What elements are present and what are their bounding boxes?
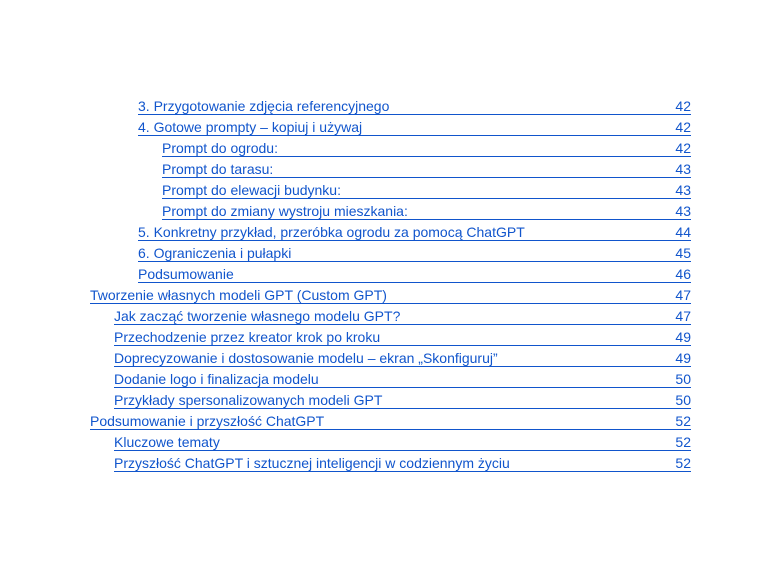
toc-underline bbox=[114, 366, 691, 367]
toc-underline bbox=[114, 387, 691, 388]
toc-entry-title[interactable]: Przykłady spersonalizowanych modeli GPT bbox=[114, 392, 383, 408]
toc-entry[interactable] bbox=[0, 221, 769, 242]
toc-entry-title[interactable]: Kluczowe tematy bbox=[114, 434, 220, 450]
toc-underline bbox=[138, 240, 691, 241]
toc-entry-title[interactable]: Podsumowanie bbox=[138, 266, 234, 282]
toc-entry[interactable] bbox=[0, 200, 769, 221]
toc-entry-title[interactable]: Prompt do elewacji budynku: bbox=[162, 182, 341, 198]
toc-underline bbox=[114, 408, 691, 409]
toc-entry-title[interactable]: Przyszłość ChatGPT i sztucznej inteligencji w codziennym życiu bbox=[114, 455, 510, 471]
toc-underline bbox=[138, 282, 691, 283]
toc-entry[interactable] bbox=[0, 158, 769, 179]
toc-entry-title[interactable]: 4. Gotowe prompty – kopiuj i używaj bbox=[138, 119, 363, 135]
toc-entry[interactable] bbox=[0, 95, 769, 116]
toc-underline bbox=[114, 450, 691, 451]
toc-underline bbox=[162, 219, 691, 220]
toc-entry-page[interactable]: 46 bbox=[675, 266, 691, 282]
toc-entry[interactable] bbox=[0, 179, 769, 200]
toc-entry-page[interactable]: 42 bbox=[675, 119, 691, 135]
toc-entry-title[interactable]: Jak zacząć tworzenie własnego modelu GPT? bbox=[114, 308, 401, 324]
toc-underline bbox=[114, 345, 691, 346]
toc-entry[interactable] bbox=[0, 368, 769, 389]
toc-entry-page[interactable]: 43 bbox=[675, 161, 691, 177]
toc-underline bbox=[114, 471, 691, 472]
toc-underline bbox=[162, 156, 691, 157]
toc-underline bbox=[162, 177, 691, 178]
toc-entry[interactable] bbox=[0, 263, 769, 284]
toc-underline bbox=[162, 198, 691, 199]
toc-entry-title[interactable]: 3. Przygotowanie zdjęcia referencyjnego bbox=[138, 98, 390, 114]
toc-entry[interactable] bbox=[0, 410, 769, 431]
toc-entry-title[interactable]: Doprecyzowanie i dostosowanie modelu – ekran „Skonfiguruj” bbox=[114, 350, 498, 366]
toc-entry-page[interactable]: 52 bbox=[675, 434, 691, 450]
toc-entry-page[interactable]: 44 bbox=[675, 224, 691, 240]
toc-entry-page[interactable]: 52 bbox=[675, 455, 691, 471]
toc-entry[interactable] bbox=[0, 116, 769, 137]
toc-entry-title[interactable]: Podsumowanie i przyszłość ChatGPT bbox=[90, 413, 325, 429]
toc-entry[interactable] bbox=[0, 242, 769, 263]
toc-entry-page[interactable]: 49 bbox=[675, 329, 691, 345]
toc-entry-page[interactable]: 43 bbox=[675, 182, 691, 198]
toc-entry-page[interactable]: 49 bbox=[675, 350, 691, 366]
toc-entry[interactable] bbox=[0, 389, 769, 410]
toc-entry-page[interactable]: 42 bbox=[675, 140, 691, 156]
toc-entry-title[interactable]: 6. Ograniczenia i pułapki bbox=[138, 245, 292, 261]
toc-entry-title[interactable]: Prompt do tarasu: bbox=[162, 161, 274, 177]
toc-underline bbox=[90, 429, 691, 430]
toc-entry[interactable] bbox=[0, 347, 769, 368]
toc-entry-title[interactable]: 5. Konkretny przykład, przeróbka ogrodu za pomocą ChatGPT bbox=[138, 224, 525, 240]
toc-entry-page[interactable]: 47 bbox=[675, 287, 691, 303]
toc-underline bbox=[90, 303, 691, 304]
toc-underline bbox=[138, 135, 691, 136]
toc-entry-page[interactable]: 50 bbox=[675, 392, 691, 408]
toc-entry-title[interactable]: Prompt do ogrodu: bbox=[162, 140, 278, 156]
toc-entry-title[interactable]: Prompt do zmiany wystroju mieszkania: bbox=[162, 203, 408, 219]
toc-entry-page[interactable]: 45 bbox=[675, 245, 691, 261]
toc-entry-page[interactable]: 43 bbox=[675, 203, 691, 219]
toc-entry-page[interactable]: 50 bbox=[675, 371, 691, 387]
toc-entry[interactable] bbox=[0, 452, 769, 473]
toc-entry-title[interactable]: Przechodzenie przez kreator krok po kroku bbox=[114, 329, 381, 345]
toc-entry-title[interactable]: Tworzenie własnych modeli GPT (Custom GPT) bbox=[90, 287, 387, 303]
toc-entry[interactable] bbox=[0, 137, 769, 158]
toc-entry-page[interactable]: 52 bbox=[675, 413, 691, 429]
toc-entry[interactable] bbox=[0, 431, 769, 452]
toc-entry-page[interactable]: 42 bbox=[675, 98, 691, 114]
toc-underline bbox=[138, 261, 691, 262]
toc-entry[interactable] bbox=[0, 326, 769, 347]
toc-entry[interactable] bbox=[0, 284, 769, 305]
toc-entry-page[interactable]: 47 bbox=[675, 308, 691, 324]
toc-underline bbox=[138, 114, 691, 115]
toc-entry-title[interactable]: Dodanie logo i finalizacja modelu bbox=[114, 371, 319, 387]
toc-entry[interactable] bbox=[0, 305, 769, 326]
toc-underline bbox=[114, 324, 691, 325]
table-of-contents bbox=[0, 95, 769, 473]
